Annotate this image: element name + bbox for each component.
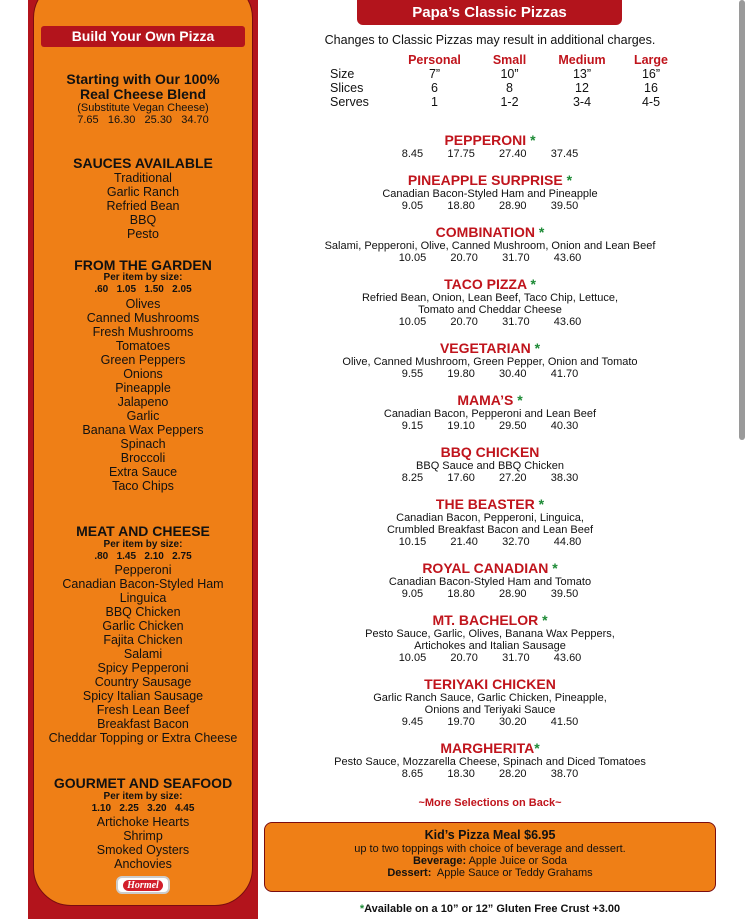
pizza-margherita <box>258 740 722 780</box>
table-cell: 12 <box>575 81 589 95</box>
row-label: Size <box>330 67 355 81</box>
pizza-name: COMBINATION * <box>435 224 545 240</box>
sauce-item: Garlic Ranch <box>106 185 180 199</box>
table-row <box>330 81 680 95</box>
row-label: Slices <box>330 81 364 95</box>
gourmet-per-item: Per item by size: <box>103 791 183 802</box>
pizza-vegetarian <box>258 340 722 380</box>
pizza-name: TERIYAKI CHICKEN <box>424 676 556 692</box>
meat-item: BBQ Chicken <box>105 605 181 619</box>
meat-per-item: Per item by size: <box>103 539 183 550</box>
cheese-heading-line2: Real Cheese Blend <box>79 86 207 102</box>
cheese-heading-line1: Starting with Our 100% <box>66 71 220 87</box>
pizza-prices: 9.45 19.70 30.20 41.50 <box>401 716 579 728</box>
pizza-description: Onions and Teriyaki Sauce <box>424 704 556 716</box>
meat-item: Cheddar Topping or Extra Cheese <box>48 731 238 745</box>
pizza-name: PINEAPPLE SURPRISE * <box>407 172 573 188</box>
sauces-list <box>30 171 256 241</box>
pizza-name: MARGHERITA* <box>440 740 540 756</box>
kids-meal-description: up to two toppings with choice of beverage and dessert. <box>354 843 626 855</box>
meat-item: Fajita Chicken <box>103 633 183 647</box>
pizza-mt-bachelor <box>258 612 722 664</box>
pizza-description: Crumbled Breakfast Bacon and Lean Beef <box>386 524 594 536</box>
row-label: Serves <box>330 95 369 109</box>
sauce-item: Refried Bean <box>106 199 180 213</box>
garden-item: Jalapeno <box>117 395 169 409</box>
pizza-prices: 9.55 19.80 30.40 41.70 <box>401 368 579 380</box>
sauce-item: Pesto <box>127 227 159 241</box>
meat-item: Linguica <box>119 591 167 605</box>
table-cell: 1 <box>431 95 438 109</box>
gourmet-item: Shrimp <box>123 829 163 843</box>
gourmet-item: Anchovies <box>114 857 172 871</box>
garden-list <box>30 297 256 493</box>
table-cell: 16 <box>644 81 658 95</box>
pizza-name: BBQ CHICKEN <box>440 444 540 460</box>
pizza-description: Canadian Bacon, Pepperoni and Lean Beef <box>383 408 597 420</box>
pizza-prices: 10.05 20.70 31.70 43.60 <box>398 316 582 328</box>
build-your-own-banner: Build Your Own Pizza <box>41 26 245 47</box>
pizza-prices: 8.25 17.60 27.20 38.30 <box>401 472 579 484</box>
pizza-prices: 10.05 20.70 31.70 43.60 <box>398 652 582 664</box>
pizza-name: MT. BACHELOR * <box>432 612 548 628</box>
pizza-description: Canadian Bacon-Styled Ham and Tomato <box>388 576 592 588</box>
pizza-royal-canadian <box>258 560 722 600</box>
hormel-logo-text: Hormel <box>123 880 163 891</box>
pizza-name: ROYAL CANADIAN * <box>422 560 558 576</box>
garden-per-item: Per item by size: <box>103 272 183 283</box>
kids-meal-box <box>264 822 716 892</box>
sauce-item: Traditional <box>114 171 172 185</box>
meat-item: Pepperoni <box>114 563 172 577</box>
hormel-logo <box>116 876 170 894</box>
pizza-prices: 9.15 19.10 29.50 40.30 <box>401 420 579 432</box>
classic-pizzas-title: Papa’s Classic Pizzas <box>412 4 567 21</box>
pizza-description: Olive, Canned Mushroom, Green Pepper, Onion and Tomato <box>342 356 638 368</box>
pizza-taco <box>258 276 722 328</box>
table-row <box>330 67 680 81</box>
pizza-description: Tomato and Cheddar Cheese <box>418 304 562 316</box>
gourmet-heading: GOURMET AND SEAFOOD <box>53 775 233 791</box>
size-table-header <box>330 52 680 67</box>
sauces-heading: SAUCES AVAILABLE <box>73 155 213 171</box>
pizza-combination <box>258 224 722 264</box>
size-header: Small <box>492 52 527 67</box>
meat-item: Garlic Chicken <box>102 619 184 633</box>
pizza-description: Salami, Pepperoni, Olive, Canned Mushroom, Onion and Lean Beef <box>324 240 656 252</box>
meat-item: Fresh Lean Beef <box>96 703 190 717</box>
pizza-prices: 8.65 18.30 28.20 38.70 <box>401 768 579 780</box>
table-cell: 1-2 <box>500 95 519 109</box>
meat-item: Country Sausage <box>94 675 192 689</box>
pizza-the-beaster <box>258 496 722 548</box>
pizza-pineapple-surprise <box>258 172 722 212</box>
gluten-free-note: *Available on a 10” or 12” Gluten Free Crust +3.00 <box>359 903 621 915</box>
pizza-description: Canadian Bacon-Styled Ham and Pineapple <box>382 188 598 200</box>
meat-item: Salami <box>123 647 163 661</box>
pizza-description: BBQ Sauce and BBQ Chicken <box>416 460 564 472</box>
meat-item: Canadian Bacon-Styled Ham <box>62 577 224 591</box>
table-cell: 3-4 <box>572 95 592 109</box>
garden-item: Olives <box>125 297 161 311</box>
meat-item: Breakfast Bacon <box>97 717 189 731</box>
pizza-description: Pesto Sauce, Mozzarella Cheese, Spinach and Diced Tomatoes <box>334 756 646 768</box>
pizza-bbq-chicken <box>258 444 722 484</box>
size-table-corner <box>330 52 392 67</box>
pizza-prices: 9.05 18.80 28.90 39.50 <box>401 588 579 600</box>
table-cell: 10” <box>500 67 519 81</box>
garden-item: Green Peppers <box>100 353 186 367</box>
cheese-prices: 7.65 16.30 25.30 34.70 <box>77 114 209 126</box>
garden-item: Broccoli <box>120 451 166 465</box>
table-cell: 7” <box>428 67 441 81</box>
pizza-name: MAMA’S * <box>457 392 523 408</box>
pizza-description: Pesto Sauce, Garlic, Olives, Banana Wax Peppers, <box>365 628 615 640</box>
size-header: Medium <box>558 52 606 67</box>
meat-item: Spicy Italian Sausage <box>82 689 204 703</box>
pizza-name: VEGETARIAN * <box>439 340 541 356</box>
kids-meal-beverage: Beverage: Apple Juice or Soda <box>412 855 568 867</box>
garden-item: Pineapple <box>115 381 171 395</box>
pizza-description: Garlic Ranch Sauce, Garlic Chicken, Pineapple, <box>373 692 607 704</box>
pizza-prices: 9.05 18.80 28.90 39.50 <box>401 200 579 212</box>
garden-item: Garlic <box>126 409 160 423</box>
pizza-prices: 10.05 20.70 31.70 43.60 <box>398 252 582 264</box>
meat-list <box>30 563 256 745</box>
garden-item: Canned Mushrooms <box>86 311 200 325</box>
meat-prices: .80 1.45 2.10 2.75 <box>94 551 192 562</box>
garden-heading: FROM THE GARDEN <box>74 257 212 273</box>
scrollbar-thumb[interactable] <box>739 0 745 440</box>
meat-heading: MEAT AND CHEESE <box>76 523 210 539</box>
table-cell: 16” <box>641 67 661 81</box>
pizza-pepperoni <box>258 132 722 160</box>
gourmet-item: Artichoke Hearts <box>96 815 190 829</box>
table-cell: 13” <box>572 67 592 81</box>
pizza-prices: 8.45 17.75 27.40 37.45 <box>401 148 579 160</box>
size-table <box>330 52 680 109</box>
table-row <box>330 95 680 109</box>
kids-meal-dessert: Dessert: Apple Sauce or Teddy Grahams <box>387 867 593 879</box>
kids-meal-title: Kid’s Pizza Meal $6.95 <box>424 828 556 842</box>
pizza-name: THE BEASTER * <box>435 496 545 512</box>
pizza-prices: 10.15 21.40 32.70 44.80 <box>398 536 582 548</box>
pizza-description: Refried Bean, Onion, Lean Beef, Taco Chip, Lettuce, <box>361 292 619 304</box>
pizza-description: Canadian Bacon, Pepperoni, Linguica, <box>396 512 584 524</box>
table-cell: 4-5 <box>641 95 661 109</box>
table-cell: 6 <box>431 81 438 95</box>
pizza-name: TACO PIZZA * <box>444 276 536 292</box>
more-selections-note: ~More Selections on Back~ <box>418 797 562 809</box>
garden-item: Tomatoes <box>115 339 171 353</box>
changes-note: Changes to Classic Pizzas may result in additional charges. <box>324 33 656 47</box>
pizza-name: PEPPERONI * <box>444 132 536 148</box>
size-header: Personal <box>408 52 461 67</box>
vegan-cheese-note: (Substitute Vegan Cheese) <box>77 102 209 114</box>
garden-item: Onions <box>123 367 163 381</box>
pizza-mamas <box>258 392 722 432</box>
classic-pizzas-banner <box>357 0 622 25</box>
garden-item: Extra Sauce <box>108 465 178 479</box>
size-header: Large <box>633 52 669 67</box>
gourmet-list <box>30 815 256 871</box>
gourmet-prices: 1.10 2.25 3.20 4.45 <box>91 803 195 814</box>
pizza-teriyaki-chicken <box>258 676 722 728</box>
gourmet-item: Smoked Oysters <box>96 843 190 857</box>
garden-item: Banana Wax Peppers <box>82 423 204 437</box>
garden-item: Spinach <box>120 437 166 451</box>
garden-item: Taco Chips <box>112 479 174 493</box>
garden-prices: .60 1.05 1.50 2.05 <box>94 284 192 295</box>
sauce-item: BBQ <box>129 213 157 227</box>
meat-item: Spicy Pepperoni <box>97 661 189 675</box>
garden-item: Fresh Mushrooms <box>92 325 194 339</box>
table-cell: 8 <box>506 81 513 95</box>
pizza-description: Artichokes and Italian Sausage <box>414 640 566 652</box>
